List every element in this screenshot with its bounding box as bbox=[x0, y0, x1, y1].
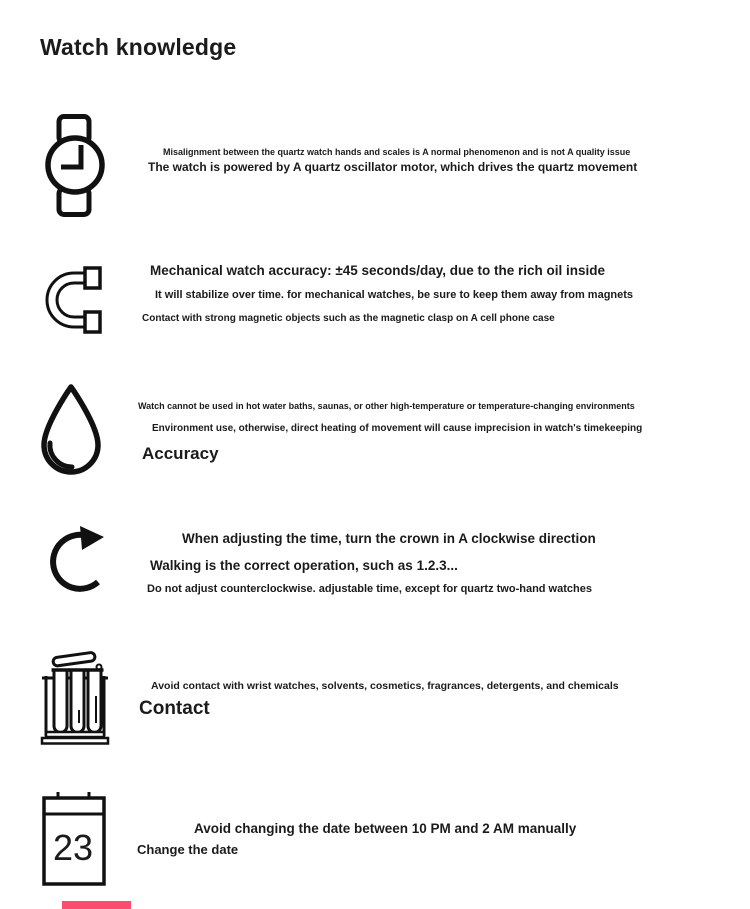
crown-sub-text: Walking is the correct operation, such as 1.2.3... bbox=[150, 558, 458, 573]
test-tubes-icon bbox=[40, 648, 110, 746]
calendar-day-number: 23 bbox=[52, 827, 94, 868]
watch-icon bbox=[45, 114, 105, 217]
accent-bar bbox=[62, 901, 131, 909]
clockwise-arrow-icon bbox=[42, 524, 108, 606]
calendar-icon bbox=[42, 790, 106, 886]
date-sub-text: Change the date bbox=[137, 842, 239, 857]
temperature-note-text: Watch cannot be used in hot water baths, saunas, or other high-temperature or temperature-changing environments bbox=[138, 401, 635, 411]
magnet-icon bbox=[45, 262, 105, 336]
crown-main-text: When adjusting the time, turn the crown in A clockwise direction bbox=[182, 531, 596, 546]
quartz-main-text: The watch is powered by A quartz oscillator motor, which drives the quartz movement bbox=[148, 160, 638, 174]
crown-note-text: Do not adjust counterclockwise. adjustable time, except for quartz two-hand watches bbox=[147, 583, 592, 595]
chemicals-note-text: Avoid contact with wrist watches, solvents, cosmetics, fragrances, detergents, and chemicals bbox=[151, 680, 619, 692]
contact-heading: Contact bbox=[139, 698, 210, 719]
accuracy-heading: Accuracy bbox=[142, 444, 219, 463]
magnet-main-text: Mechanical watch accuracy: ±45 seconds/day, due to the rich oil inside bbox=[150, 263, 606, 278]
magnet-note-text: Contact with strong magnetic objects such as the magnetic clasp on A cell phone case bbox=[142, 313, 555, 324]
quartz-note-text: Misalignment between the quartz watch hands and scales is A normal phenomenon and is not A quality issue bbox=[163, 147, 631, 157]
date-main-text: Avoid changing the date between 10 PM and 2 AM manually bbox=[194, 821, 577, 836]
water-drop-icon bbox=[38, 383, 104, 483]
page-title: Watch knowledge bbox=[40, 34, 237, 60]
temperature-sub-text: Environment use, otherwise, direct heating of movement will cause imprecision in watch's timekeeping bbox=[152, 423, 643, 434]
magnet-sub-text: It will stabilize over time. for mechanical watches, be sure to keep them away from magnets bbox=[155, 289, 634, 301]
